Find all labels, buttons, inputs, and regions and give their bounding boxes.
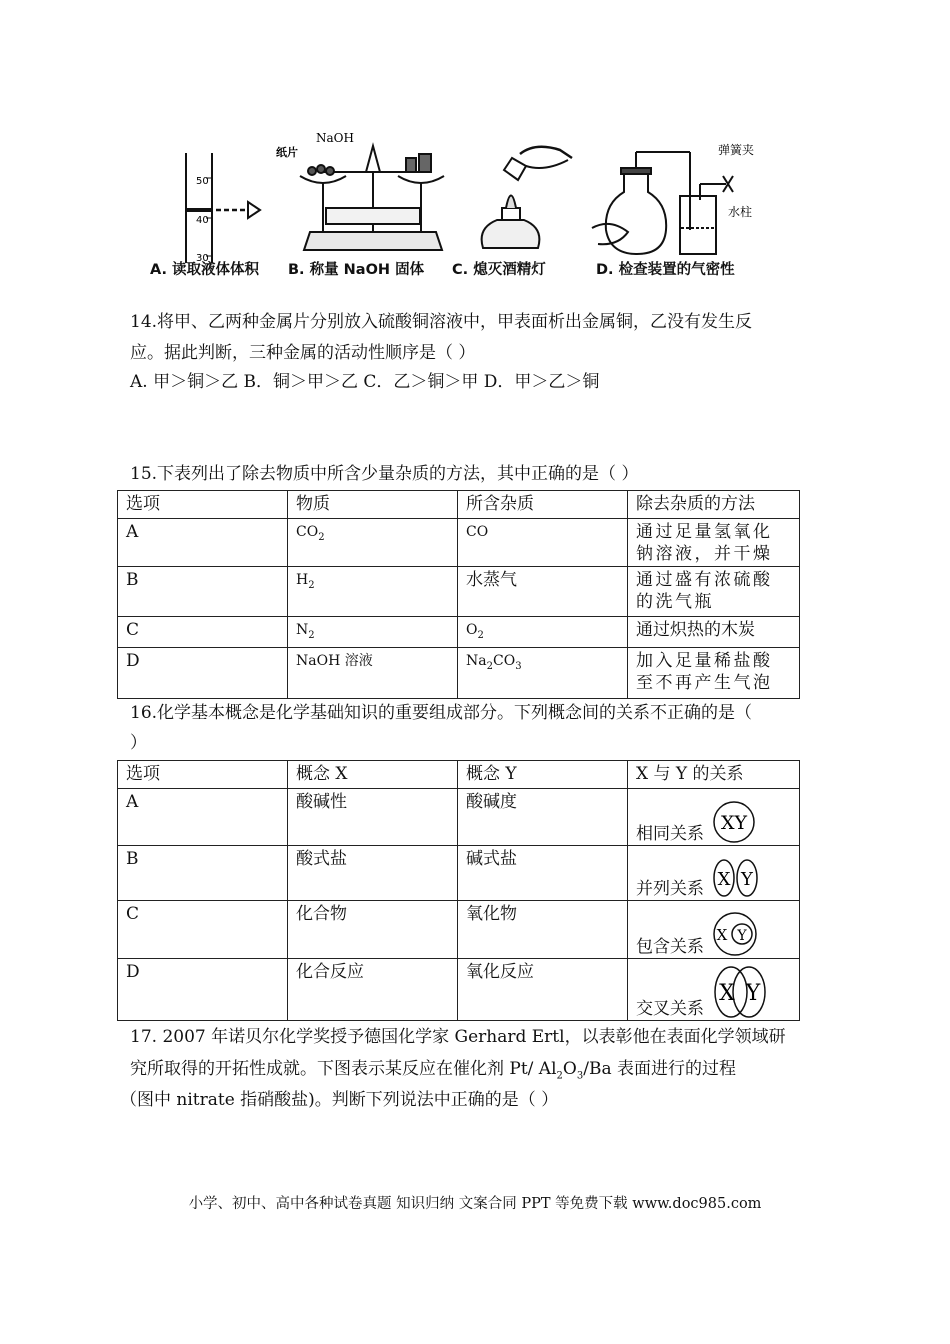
caption-b: B. 称量 NaOH 固体 [288,262,425,278]
option-cell: D [118,647,288,698]
subscript: 2 [477,629,484,641]
impurity-cell [458,617,628,648]
table-row [118,846,800,901]
option-cell: D [118,959,288,1021]
header-cell: 除去杂质的方法 [628,491,800,519]
q15-table [117,490,800,699]
subscript: 2 [556,1070,563,1082]
cylinder-tick-40: 40 [196,215,209,226]
table-row [118,959,800,1021]
header-cell: 所含杂质 [458,491,628,519]
method-line: 的洗气瓶 [636,592,714,612]
venn-identical-diagram [711,799,757,845]
option-cell: B [118,846,288,901]
method-line: 通过足量氢氧化 [636,522,773,542]
concept-x-cell: 酸碱性 [288,789,458,846]
relation-cell [628,959,800,1021]
concept-x-cell: 化合物 [288,901,458,959]
method-cell [628,567,800,617]
venn-y-label: Y [737,928,748,944]
table-header-row [118,761,800,789]
relation-label: 包含关系 [636,937,704,957]
venn-x-label: X [717,926,728,944]
alcohol-lamp-drawing [482,147,572,248]
venn-x-label: X [719,981,736,1006]
airtightness-apparatus-drawing [592,152,733,254]
paper-label: 纸片 [276,146,298,159]
impurity-cell [458,647,628,698]
substance-text: H [296,572,309,588]
q16-table [117,760,800,1021]
q16-line1: 16.化学基本概念是化学基础知识的重要组成部分。下列概念间的关系不正确的是（ [130,703,753,723]
graduated-cylinder-drawing [186,153,260,263]
header-cell: 选项 [118,491,288,519]
water-column-label: 水柱 [728,205,753,219]
method-cell: 通过炽热的木炭 [628,617,800,648]
venn-xy-label: XY [721,812,748,834]
clamp-label: 弹簧夹 [718,143,755,157]
q17-line2-text: O [562,1059,577,1079]
relation-cell [628,789,800,846]
option-cell: B [118,567,288,617]
table-row [118,567,800,617]
relation-label: 交叉关系 [636,999,704,1019]
header-cell: 选项 [118,761,288,789]
venn-x-label: X [717,869,731,890]
table-row [118,617,800,648]
subscript: 2 [318,531,325,543]
subscript: 2 [308,579,315,591]
concept-y-cell: 碱式盐 [458,846,628,901]
q17-line2-text: /Ba 表面进行的过程 [583,1059,736,1079]
q17-line1: 17. 2007 年诺贝尔化学奖授予德国化学家 Gerhard Ertl，以表彰他在表面化学领域研 [130,1027,786,1047]
venn-inclusion-diagram [711,910,759,958]
substance-text: N [296,622,309,638]
table-row [118,789,800,846]
header-cell: X 与 Y 的关系 [628,761,800,789]
relation-label: 并列关系 [636,879,704,899]
impurity-cell: CO [458,519,628,567]
table-row [118,519,800,567]
concept-y-cell: 氧化物 [458,901,628,959]
subscript: 2 [308,629,315,641]
caption-a: A. 读取液体体积 [150,262,260,278]
subscript: 2 [486,660,493,672]
concept-x-cell: 化合反应 [288,959,458,1021]
header-cell: 概念 Y [458,761,628,789]
substance-text: CO [296,524,319,540]
option-cell: C [118,617,288,648]
q14-line2: 应。据此判断，三种金属的活动性顺序是（ ） [130,343,476,363]
subscript: 3 [576,1070,584,1082]
page-footer: 小学、初中、高中各种试卷真题 知识归纳 文案合同 PPT 等免费下载 www.doc985.com [188,1196,762,1212]
impurity-text: Na [466,652,487,669]
header-cell: 概念 X [288,761,458,789]
table-row [118,901,800,959]
method-line: 至不再产生气泡 [636,672,773,693]
method-line: 通过盛有浓硫酸 [636,570,773,590]
relation-label: 相同关系 [636,824,704,844]
cylinder-tick-50: 50 [196,176,209,187]
q17-line3: （图中 nitrate 指硝酸盐)。判断下列说法中正确的是（ ） [120,1090,559,1110]
substance-cell: NaOH 溶液 [288,647,458,698]
impurity-text: CO [492,652,516,669]
impurity-text: O [466,622,478,638]
venn-y-label: Y [746,981,761,1006]
q14-line1: 14.将甲、乙两种金属片分别放入硫酸铜溶液中，甲表面析出金属铜，乙没有发生反 [130,312,753,332]
concept-y-cell: 氧化反应 [458,959,628,1021]
table-header-row [118,491,800,519]
table-row [118,647,800,698]
substance-cell [288,617,458,648]
caption-c: C. 熄灭酒精灯 [452,262,546,278]
q15-stem: 15.下表列出了除去物质中所含少量杂质的方法，其中正确的是（ ） [130,464,639,484]
method-cell [628,647,800,698]
substance-cell [288,567,458,617]
q17-line2-text: 究所取得的开拓性成就。下图表示某反应在催化剂 Pt/ Al [130,1059,557,1079]
q16-line2: ） [130,733,147,753]
option-cell: A [118,519,288,567]
method-cell [628,519,800,567]
relation-cell [628,846,800,901]
concept-y-cell: 酸碱度 [458,789,628,846]
cylinder-tick-30: 30 [196,253,209,264]
balance-drawing [300,146,444,250]
caption-d: D. 检查装置的气密性 [596,262,735,278]
substance-cell [288,519,458,567]
relation-cell [628,901,800,959]
impurity-cell: 水蒸气 [458,567,628,617]
subscript: 3 [515,660,522,672]
venn-parallel-diagram [711,856,761,900]
header-cell: 物质 [288,491,458,519]
venn-intersection-diagram [711,964,769,1020]
concept-x-cell: 酸式盐 [288,846,458,901]
option-cell: A [118,789,288,846]
q14-options: A. 甲＞铜＞乙 B．铜＞甲＞乙 C．乙＞铜＞甲 D．甲＞乙＞铜 [130,372,600,392]
method-line: 加入足量稀盐酸 [636,650,773,671]
venn-y-label: Y [741,869,754,890]
method-line: 钠溶液，并干燥 [636,544,773,564]
naoh-label: NaOH [316,131,354,145]
option-cell: C [118,901,288,959]
